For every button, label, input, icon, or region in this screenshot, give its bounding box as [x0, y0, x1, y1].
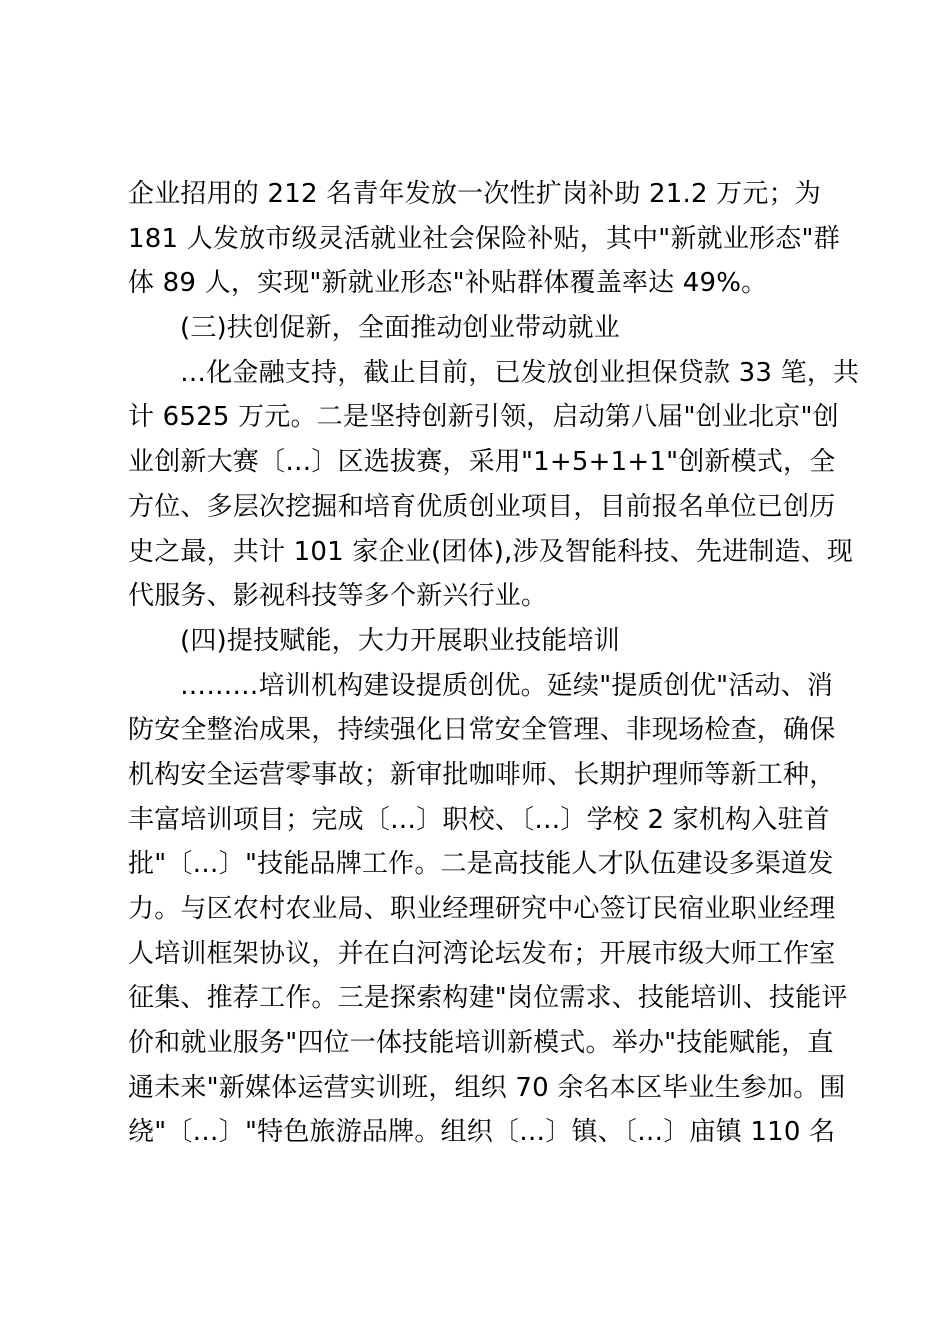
- section-heading: (四)提技赋能，大力开展职业技能培训: [180, 625, 620, 656]
- text-line: 防安全整治成果，持续强化日常安全管理、非现场检查，确保: [128, 715, 836, 746]
- text-line: 力。与区农村农业局、职业经理研究中心签订民宿业职业经理: [128, 894, 836, 924]
- text-line: 征集、推荐工作。三是探索构建"岗位需求、技能培训、技能评: [128, 983, 848, 1014]
- text-line: 181 人发放市级灵活就业社会保险补贴，其中"新就业形态"群: [128, 223, 840, 254]
- text-line: 绕"〔…〕"特色旅游品牌。组织〔…〕镇、〔…〕庙镇 110 名: [128, 1117, 836, 1148]
- text-line: 通未来"新媒体运营实训班，组织 70 余名本区毕业生参加。围: [128, 1072, 846, 1103]
- text-line: 业创新大赛〔…〕区选拔赛，采用"1+5+1+1"创新模式，全: [128, 447, 836, 478]
- text-line: 机构安全运营零事故；新审批咖啡师、长期护理师等新工种，: [128, 759, 836, 790]
- section-heading: (三)扶创促新，全面推动创业带动就业: [180, 313, 620, 344]
- text-line: 史之最，共计 101 家企业(团体),涉及智能科技、先进制造、现: [128, 536, 854, 567]
- text-line: 丰富培训项目；完成〔…〕职校、〔…〕学校 2 家机构入驻首: [128, 804, 830, 835]
- text-line: 人培训框架协议，并在白河湾论坛发布；开展市级大师工作室: [128, 938, 836, 969]
- text-line: …化金融支持，截止目前，已发放创业担保贷款 33 笔，共: [180, 357, 860, 388]
- text-line: ………培训机构建设提质创优。延续"提质创优"活动、消: [180, 670, 834, 701]
- text-line: 批"〔…〕"技能品牌工作。二是高技能人才队伍建设多渠道发: [128, 849, 834, 880]
- text-line: 体 89 人，实现"新就业形态"补贴群体覆盖率达 49%。: [128, 268, 768, 299]
- text-line: 计 6525 万元。二是坚持创新引领，启动第八届"创业北京"创: [128, 402, 839, 433]
- text-line: 价和就业服务"四位一体技能培训新模式。举办"技能赋能，直: [128, 1028, 834, 1059]
- document-body: [128, 172, 860, 1155]
- text-line: 方位、多层次挖掘和培育优质创业项目，目前报名单位已创历: [128, 491, 836, 522]
- text-line: 企业招用的 212 名青年发放一次性扩岗补助 21.2 万元；为: [128, 179, 821, 209]
- text-line: 代服务、影视科技等多个新兴行业。: [128, 581, 548, 612]
